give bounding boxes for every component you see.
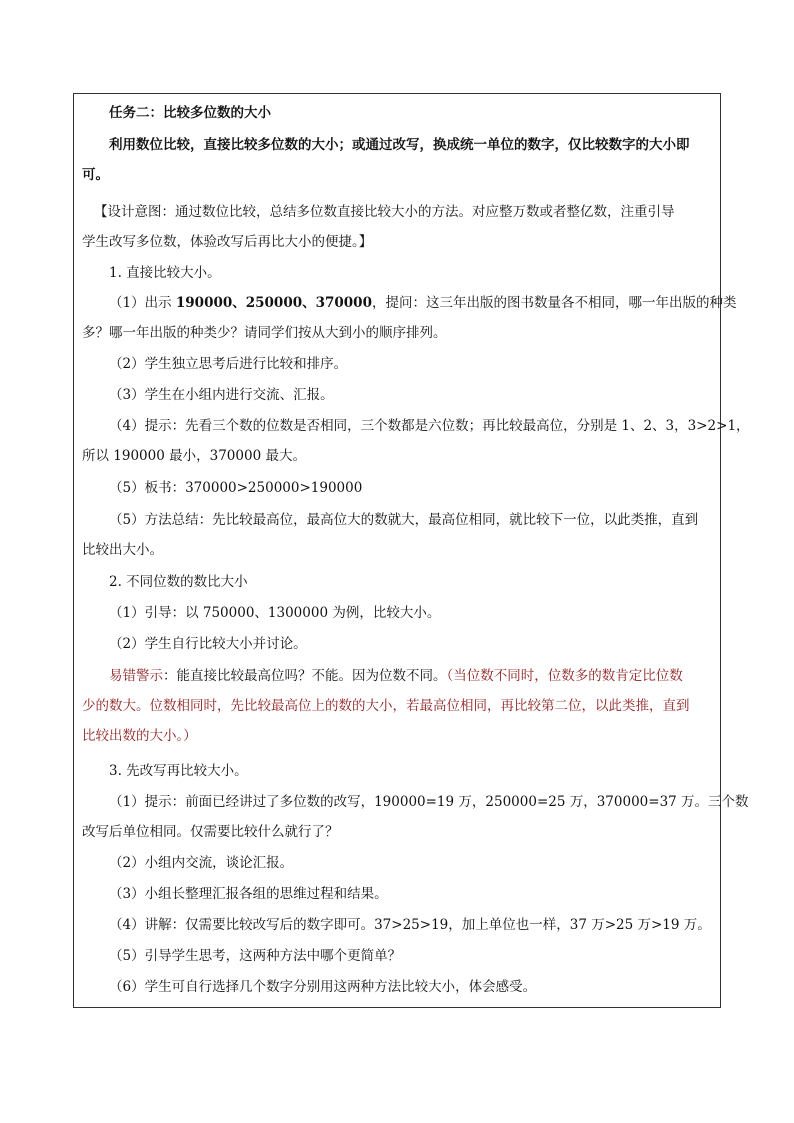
item-1-prefix: （1）出示 xyxy=(109,295,176,311)
section-3-item-2: （2）小组内交流，谈论汇报。 xyxy=(109,855,294,871)
section-3-item-1 xyxy=(82,787,749,847)
design-line-1: 【设计意图：通过数位比较，总结多位数直接比较大小的方法。对应整万数或者整亿数，注重引导 xyxy=(94,204,675,220)
task-title: 任务二：比较多位数的大小 xyxy=(109,105,271,121)
item-1-numbers: 190000、250000、370000 xyxy=(175,295,372,311)
section-3-title: 3. 先改写再比较大小。 xyxy=(109,763,248,779)
s3-item-1-line-2: 改写后单位相同。仅需要比较什么就行了？ xyxy=(82,824,339,840)
warning-explanation-start: （当位数不同时，位数多的数肯定比位数 xyxy=(446,668,683,684)
section-2-title: 2. 不同位数的数比大小 xyxy=(109,574,248,590)
section-1-item-4 xyxy=(82,411,750,471)
warning-text: ：能直接比较最高位吗？不能。因为位数不同。 xyxy=(163,668,447,684)
warning-paragraph xyxy=(82,661,718,751)
section-1-summary xyxy=(82,505,718,565)
intro-paragraph xyxy=(82,130,718,190)
section-1-item-2: （2）学生独立思考后进行比较和排序。 xyxy=(109,356,348,372)
section-1-blackboard: （5）板书：370000>250000>190000 xyxy=(109,480,363,496)
intro-line-1: 利用数位比较，直接比较多位数的大小；或通过改写，换成统一单位的数字，仅比较数字的大小即 xyxy=(109,137,690,153)
section-3-item-4: （4）讲解：仅需要比较改写后的数字即可。37>25>19，加上单位也一样，37 万>25 万>19 万。 xyxy=(109,917,711,933)
section-1-item-1 xyxy=(82,288,737,348)
design-line-2: 学生改写多位数，体验改写后再比大小的便捷。】 xyxy=(82,234,373,250)
intro-line-2: 可。 xyxy=(82,167,109,183)
design-intent-paragraph xyxy=(82,197,718,257)
item-1-question: ，提问：这三年出版的图书数量各不相同，哪一年出版的种类 xyxy=(371,295,737,311)
item-4-line-2: 所以 190000 最小，370000 最大。 xyxy=(82,448,306,464)
section-3-item-3: （3）小组长整理汇报各组的思维过程和结果。 xyxy=(109,886,388,902)
section-2-item-2: （2）学生自行比较大小并讨论。 xyxy=(109,636,307,652)
summary-line-2: 比较出大小。 xyxy=(82,542,163,558)
section-2-item-1: （1）引导：以 750000、1300000 为例，比较大小。 xyxy=(109,605,441,621)
item-1-line-2: 多？哪一年出版的种类少？请同学们按从大到小的顺序排列。 xyxy=(82,325,447,341)
s3-item-1-line-1: （1）提示：前面已经讲过了多位数的改写，190000=19 万，250000=25 万，370000=37 万。三个数 xyxy=(109,794,749,810)
section-1-title: 1. 直接比较大小。 xyxy=(109,265,221,281)
section-3-item-5: （5）引导学生思考，这两种方法中哪个更简单？ xyxy=(109,948,402,964)
warning-line-2: 少的数大。位数相同时，先比较最高位上的数的大小，若最高位相同，再比较第二位，以此类推，直到 xyxy=(82,698,690,714)
section-3-item-6: （6）学生可自行选择几个数字分别用这两种方法比较大小，体会感受。 xyxy=(109,979,537,995)
summary-line-1: （5）方法总结：先比较最高位，最高位大的数就大，最高位相同，就比较下一位，以此类推，直到 xyxy=(109,512,699,528)
section-1-item-3: （3）学生在小组内进行交流、汇报。 xyxy=(109,387,334,403)
warning-label: 易错警示 xyxy=(109,668,163,684)
item-4-line-1: （4）提示：先看三个数的位数是否相同，三个数都是六位数；再比较最高位，分别是 1、2、3，3>2>1， xyxy=(109,418,750,434)
warning-line-3: 比较出数的大小。） xyxy=(82,728,197,744)
